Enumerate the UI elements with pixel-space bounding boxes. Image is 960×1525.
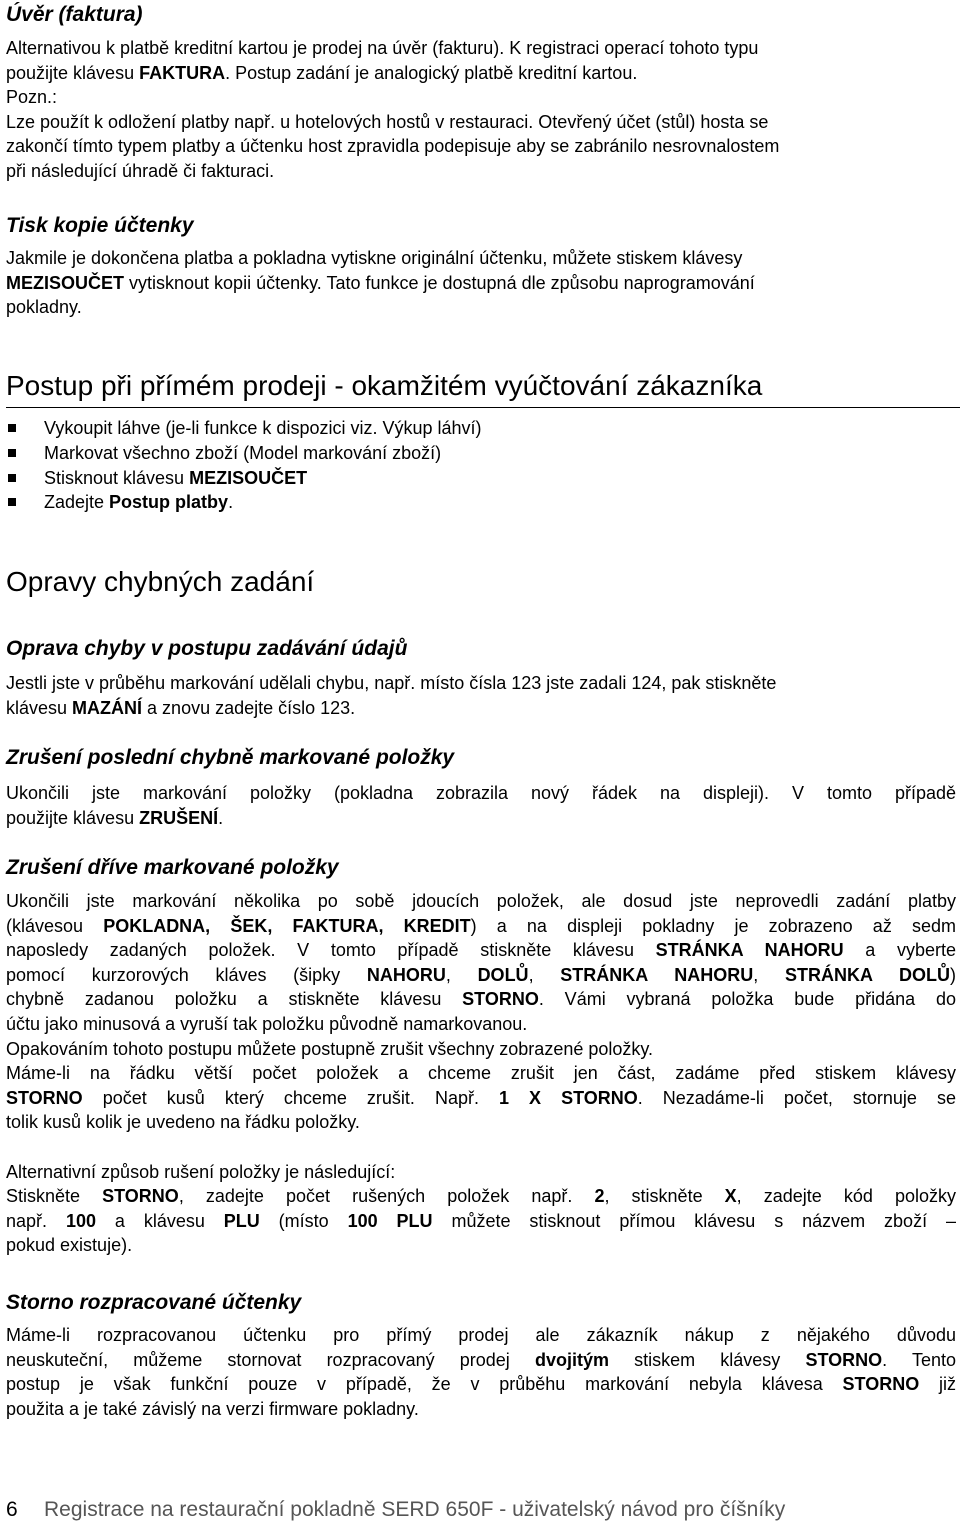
key-name: ZRUŠENÍ xyxy=(139,807,219,828)
receipt-copy-text xyxy=(6,246,956,320)
text-line: pokud existuje). xyxy=(6,1235,133,1256)
bullet-square-icon xyxy=(8,449,16,457)
text-line: např. 100 a klávesu PLU (místo 100 PLU můžete stisknout přímou klávesu s názvem zboží – xyxy=(6,1210,956,1231)
text-line: STORNO počet kusů který chceme zrušit. Např. 1 X STORNO. Nezadáme-li počet, stornuje se xyxy=(6,1087,956,1108)
text-line: pokladny. xyxy=(6,297,82,318)
heading-credit-invoice: Úvěr (faktura) xyxy=(6,3,143,26)
key-name: FAKTURA xyxy=(139,62,226,83)
text-line: klávesu MAZÁNÍ a znovu zadejte číslo 123. xyxy=(6,697,356,718)
input-correction-text xyxy=(6,671,956,720)
heading-direct-sale: Postup při přímém prodeji - okamžitém vyúčtování zákazníka xyxy=(6,370,763,401)
footer-title: Registrace na restaurační pokladně SERD 650F - uživatelský návod pro číšníky xyxy=(44,1498,786,1521)
bullet-square-icon xyxy=(8,498,16,506)
text-line: Lze použít k odložení platby např. u hotelových hostů v restauraci. Otevřený účet (stůl) hosta se xyxy=(6,111,769,132)
list-item: Zadejte Postup platby. xyxy=(6,490,956,515)
list-item: Stisknout klávesu MEZISOUČET xyxy=(6,466,956,491)
text-line: Alternativní způsob rušení položky je následující: xyxy=(6,1161,396,1182)
note-label: Pozn.: xyxy=(6,87,58,108)
text-line: Ukončili jste markování několika po sobě jdoucích položek, ale dosud jste neprovedli zadání platby xyxy=(6,891,956,911)
text-line: Alternativou k platbě kreditní kartou je prodej na úvěr (fakturu). K registraci operací tohoto typu xyxy=(6,38,759,58)
earlier-item-void-text xyxy=(6,889,956,1258)
heading-error-corrections: Opravy chybných zadání xyxy=(6,566,315,597)
heading-underline xyxy=(6,407,960,408)
last-item-void-text xyxy=(6,781,956,830)
text-line: Jestli jste v průběhu markování udělali chybu, např. místo čísla 123 jste zadali 124, pak stiskněte xyxy=(6,673,777,693)
list-item: Vykoupit láhve (je-li funkce k dispozici viz. Výkup láhví) xyxy=(6,416,956,441)
text-line: neuskuteční, můžeme stornovat rozpracovaný prodej dvojitým stiskem klávesy STORNO. Tento xyxy=(6,1349,956,1370)
text-line: použijte klávesu FAKTURA. Postup zadání je analogický platbě kreditní kartou. xyxy=(6,62,638,83)
text-line: Jakmile je dokončena platba a pokladna vytiskne originální účtenku, můžete stiskem klávesy xyxy=(6,248,743,268)
heading-last-item-void: Zrušení poslední chybně markované položky xyxy=(6,746,455,769)
text-line: Opakováním tohoto postupu můžete postupně zrušit všechny zobrazené položky. xyxy=(6,1038,654,1059)
receipt-void-text xyxy=(6,1323,956,1421)
text-line: zakončí tímto typem platby a účtenku host zpravidla podepisuje aby se zabránilo nesrovnalostem xyxy=(6,136,780,157)
heading-input-correction: Oprava chyby v postupu zadávání údajů xyxy=(6,637,408,660)
text-line: použijte klávesu ZRUŠENÍ. xyxy=(6,807,224,828)
heading-receipt-void: Storno rozpracované účtenky xyxy=(6,1291,302,1314)
text-line: Ukončili jste markování položky (pokladna zobrazila nový řádek na displeji). V tomto případě xyxy=(6,783,956,803)
bullet-square-icon xyxy=(8,474,16,482)
text-line: použita a je také závislý na verzi firmware pokladny. xyxy=(6,1398,419,1419)
text-line: Stiskněte STORNO, zadejte počet rušených položek např. 2, stiskněte X, zadejte kód položky xyxy=(6,1186,956,1207)
text-line: Máme-li na řádku větší počet položek a chceme zrušit jen část, zadáme před stiskem klávesy xyxy=(6,1063,956,1084)
text-line: MEZISOUČET vytisknout kopii účtenky. Tato funkce je dostupná dle způsobu naprogramování xyxy=(6,272,755,293)
credit-invoice-text xyxy=(6,36,956,184)
text-line: pomocí kurzorových kláves (šipky NAHORU, DOLŮ, STRÁNKA NAHORU, STRÁNKA DOLŮ) xyxy=(6,964,956,985)
list-item: Markovat všechno zboží (Model markování zboží) xyxy=(6,441,956,466)
text-line: tolik kusů kolik je uvedeno na řádku položky. xyxy=(6,1112,360,1133)
key-name: MAZÁNÍ xyxy=(72,697,143,718)
bullet-square-icon xyxy=(8,424,16,432)
direct-sale-steps xyxy=(6,416,956,515)
text-line: postup je však funkční pouze v případě, že v průběhu markování nebyla klávesa STORNO již xyxy=(6,1374,956,1395)
heading-earlier-item-void: Zrušení dříve markované položky xyxy=(6,856,339,879)
text-line: naposledy zadaných položek. V tomto případě stiskněte klávesu STRÁNKA NAHORU a vyberte xyxy=(6,940,956,961)
text-line: chybně zadanou položku a stiskněte klávesu STORNO. Vámi vybraná položka bude přidána do xyxy=(6,989,956,1010)
text-line: Máme-li rozpracovanou účtenku pro přímý prodej ale zákazník nákup z nějakého důvodu xyxy=(6,1325,956,1345)
text-line: (klávesou POKLADNA, ŠEK, FAKTURA, KREDIT) a na displeji pokladny je zobrazeno až sedm xyxy=(6,915,956,936)
page-number: 6 xyxy=(6,1498,18,1521)
heading-receipt-copy: Tisk kopie účtenky xyxy=(6,214,194,237)
text-line: při následující úhradě či fakturaci. xyxy=(6,160,275,181)
key-name: MEZISOUČET xyxy=(6,272,125,293)
page-footer xyxy=(6,1498,785,1522)
text-line: účtu jako minusová a vyruší tak položku původně namarkovanou. xyxy=(6,1013,528,1034)
